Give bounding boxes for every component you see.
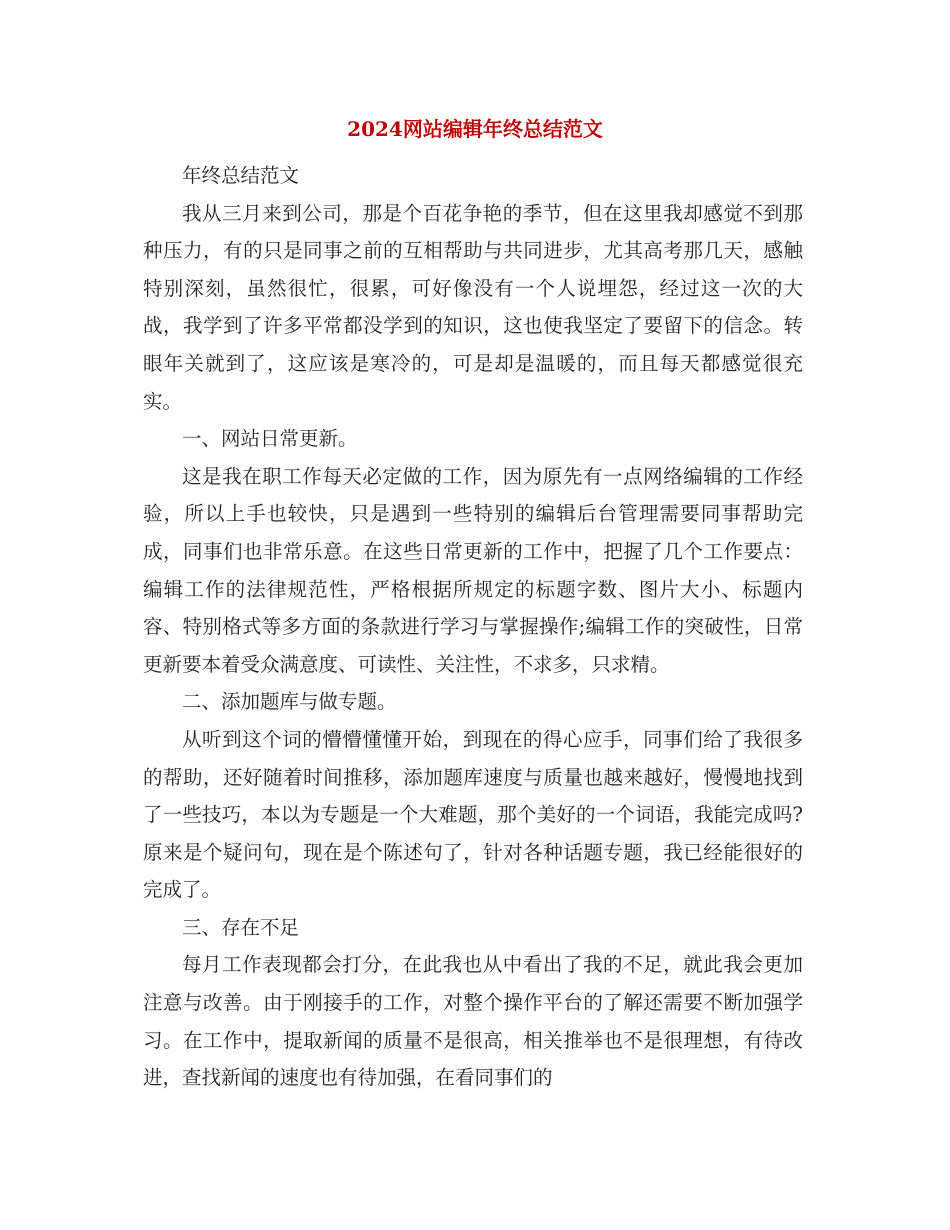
paragraph-section-3: 每月工作表现都会打分，在此我也从中看出了我的不足，就此我会更加注意与改善。由于刚接手的工作，对整个操作平台的了解还需要不断加强学习。在工作中，提取新闻的质量不是很高，相关推举也不是很理想，有待改进，查找新闻的速度也有待加强，在看同事们的 <box>143 953 803 1090</box>
paragraph-subtitle: 年终总结范文 <box>182 164 300 187</box>
paragraph-intro: 我从三月来到公司，那是个百花争艳的季节，但在这里我却感觉不到那种压力，有的只是同事之前的互相帮助与共同进步，尤其高考那几天，感触特别深刻，虽然很忙，很累，可好像没有一个人说埋怨，经过这一次的大战，我学到了许多平常都没学到的知识，这也使我坚定了要留下的信念。转眼年关就到了，这应该是寒冷的，可是却是温暖的，而且每天都感觉很充实。 <box>143 201 803 413</box>
document-title: 2024网站编辑年终总结范文 <box>347 117 603 141</box>
section-heading-2: 二、添加题库与做专题。 <box>182 690 397 714</box>
paragraph-section-2: 从听到这个词的懵懵懂懂开始，到现在的得心应手，同事们给了我很多的帮助，还好随着时间推移，添加题库速度与质量也越来越好，慢慢地找到了一些技巧，本以为专题是一个大难题，那个美好的一个词语，我能完成吗?原来是个疑问句，现在是个陈述句了，针对各种话题专题，我已经能很好的完成了。 <box>143 727 803 902</box>
paragraph-section-1: 这是我在职工作每天必定做的工作，因为原先有一点网络编辑的工作经验，所以上手也较快，只是遇到一些特别的编辑后台管理需要同事帮助完成，同事们也非常乐意。在这些日常更新的工作中，把握了几个工作要点：编辑工作的法律规范性，严格根据所规定的标题字数、图片大小、标题内容、特别格式等多方面的条款进行学习与掌握操作;编辑工作的突破性，日常更新要本着受众满意度、可读性、关注性，不求多，只求精。 <box>143 464 803 676</box>
document-body <box>143 157 803 1097</box>
section-heading-1: 一、网站日常更新。 <box>182 427 358 451</box>
section-heading-3: 三、存在不足 <box>182 915 300 939</box>
